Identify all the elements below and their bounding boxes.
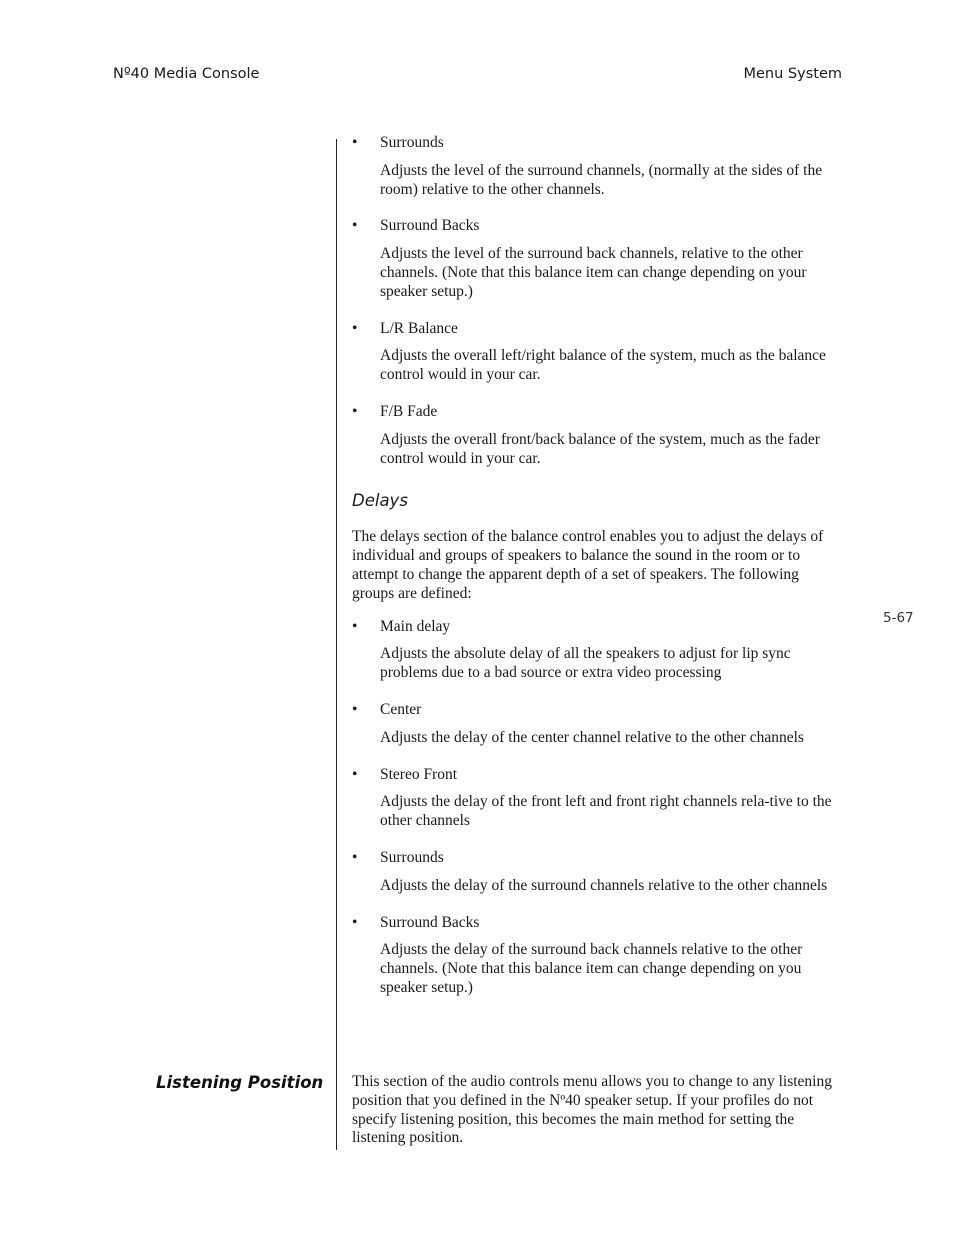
section-heading-listening-position: Listening Position bbox=[156, 1073, 324, 1092]
page-number: 5-67 bbox=[883, 610, 914, 626]
list-item bbox=[352, 217, 842, 301]
bullet: • bbox=[352, 217, 358, 235]
listening-position-paragraph: This section of the audio controls menu allows you to change to any listening position that you defined in the Nº40 speaker setup. If your profiles do not specify listening position, this becomes the main method for setting the listening position. bbox=[352, 1073, 832, 1147]
list-item-description: Adjusts the delay of the surround back channels relative to the other channels. (Note that this balance item can change depending on you speaker setup.) bbox=[380, 941, 803, 996]
list-item-description: Adjusts the level of the surround back channels, relative to the other channels. (Note that this balance item can change depending on your speaker setup.) bbox=[380, 245, 807, 300]
subsection-heading-delays: Delays bbox=[352, 491, 408, 511]
list-item-title: Center bbox=[380, 700, 422, 718]
bullet: • bbox=[352, 319, 358, 337]
list-item bbox=[352, 320, 842, 385]
list-item bbox=[352, 914, 842, 998]
list-item bbox=[352, 403, 842, 468]
list-item-title: Surrounds bbox=[380, 134, 444, 151]
main-column bbox=[352, 134, 842, 998]
running-header-right: Menu System bbox=[743, 66, 842, 82]
list-item bbox=[352, 618, 842, 683]
list-item bbox=[352, 849, 842, 896]
list-item bbox=[352, 766, 842, 831]
list-item-title: Surrounds bbox=[380, 848, 444, 866]
list-item-description: Adjusts the delay of the surround channels relative to the other channels bbox=[380, 876, 828, 894]
list-item-description: Adjusts the delay of the front left and front right channels rela-tive to the other channels bbox=[380, 793, 832, 830]
list-item-title: Stereo Front bbox=[380, 765, 458, 783]
list-item-description: Adjusts the overall front/back balance of the system, much as the fader control would in your car. bbox=[380, 430, 820, 467]
list-item-title: Surround Backs bbox=[380, 217, 480, 235]
bullet: • bbox=[352, 402, 358, 420]
bullet: • bbox=[352, 913, 358, 931]
delays-intro-paragraph: The delays section of the balance control enables you to adjust the delays of individual and groups of speakers to balance the sound in the room or to attempt to change the apparent depth of a set of speakers. The following groups are defined: bbox=[352, 528, 824, 602]
running-header-left: Nº40 Media Console bbox=[113, 66, 260, 82]
list-item-title: Main delay bbox=[380, 617, 451, 635]
list-item-description: Adjusts the delay of the center channel relative to the other channels bbox=[380, 728, 804, 746]
list-item bbox=[352, 701, 842, 748]
list-item-description: Adjusts the absolute delay of all the speakers to adjust for lip sync problems due to a bad source or extra video processing bbox=[380, 645, 791, 682]
list-item-title: L/R Balance bbox=[380, 319, 458, 337]
bullet: • bbox=[352, 134, 358, 151]
bullet: • bbox=[352, 700, 358, 718]
list-item bbox=[352, 134, 842, 199]
list-item-title: F/B Fade bbox=[380, 402, 438, 420]
delays-list bbox=[352, 618, 842, 998]
list-item-title: Surround Backs bbox=[380, 913, 480, 931]
bullet: • bbox=[352, 765, 358, 783]
bullet: • bbox=[352, 848, 358, 866]
bullet: • bbox=[352, 617, 358, 635]
list-item-description: Adjusts the level of the surround channels, (normally at the sides of the room) relative to the other channels. bbox=[380, 161, 823, 198]
list-item-description: Adjusts the overall left/right balance of the system, much as the balance control would in your car. bbox=[380, 347, 826, 384]
margin-rule bbox=[336, 139, 337, 1150]
